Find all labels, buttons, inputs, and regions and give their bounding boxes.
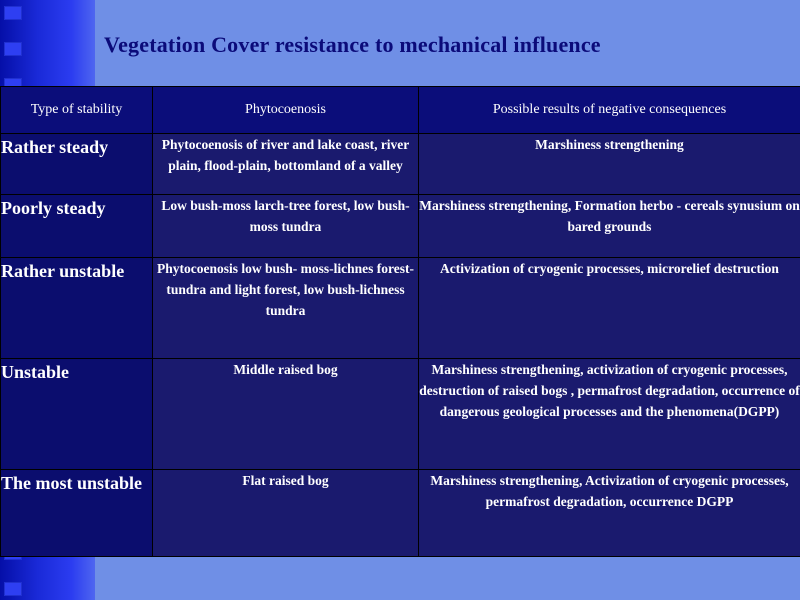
stability-type-cell: Rather unstable	[1, 258, 153, 359]
stability-type-cell: Poorly steady	[1, 195, 153, 258]
phytocoenosis-cell: Low bush-moss larch-tree forest, low bush-moss tundra	[153, 195, 419, 258]
phytocoenosis-cell: Phytocoenosis of river and lake coast, river plain, flood-plain, bottomland of a valley	[153, 134, 419, 195]
stability-type-cell: Unstable	[1, 359, 153, 470]
slide-title: Vegetation Cover resistance to mechanical influence	[104, 32, 601, 57]
table-row	[1, 134, 800, 195]
table-row	[1, 470, 800, 557]
decor-square	[4, 42, 22, 56]
stability-table	[0, 86, 800, 557]
header-type-of-stability: Type of stability	[1, 87, 153, 134]
header-phytocoenosis: Phytocoenosis	[153, 87, 419, 134]
results-cell: Marshiness strengthening	[419, 134, 800, 195]
phytocoenosis-cell: Middle raised bog	[153, 359, 419, 470]
decor-square	[4, 6, 22, 20]
results-cell: Marshiness strengthening, activization of cryogenic processes, destruction of raised bogs , permafrost degradation, occurrence of dangerous geological processes and the phenomena(DGPP)	[419, 359, 800, 470]
decor-square	[4, 582, 22, 596]
results-cell: Activization of cryogenic processes, microrelief destruction	[419, 258, 800, 359]
table-row	[1, 258, 800, 359]
stability-type-cell: The most unstable	[1, 470, 153, 557]
results-cell: Marshiness strengthening, Activization of cryogenic processes, permafrost degradation, occurrence DGPP	[419, 470, 800, 557]
table-row	[1, 359, 800, 470]
phytocoenosis-cell: Flat raised bog	[153, 470, 419, 557]
table-header-row	[1, 87, 800, 134]
table-row	[1, 195, 800, 258]
results-cell: Marshiness strengthening, Formation herbo - cereals synusium on bared grounds	[419, 195, 800, 258]
header-possible-results: Possible results of negative consequences	[419, 87, 800, 134]
phytocoenosis-cell: Phytocoenosis low bush- moss-lichnes forest-tundra and light forest, low bush-lichness tundra	[153, 258, 419, 359]
stability-type-cell: Rather steady	[1, 134, 153, 195]
